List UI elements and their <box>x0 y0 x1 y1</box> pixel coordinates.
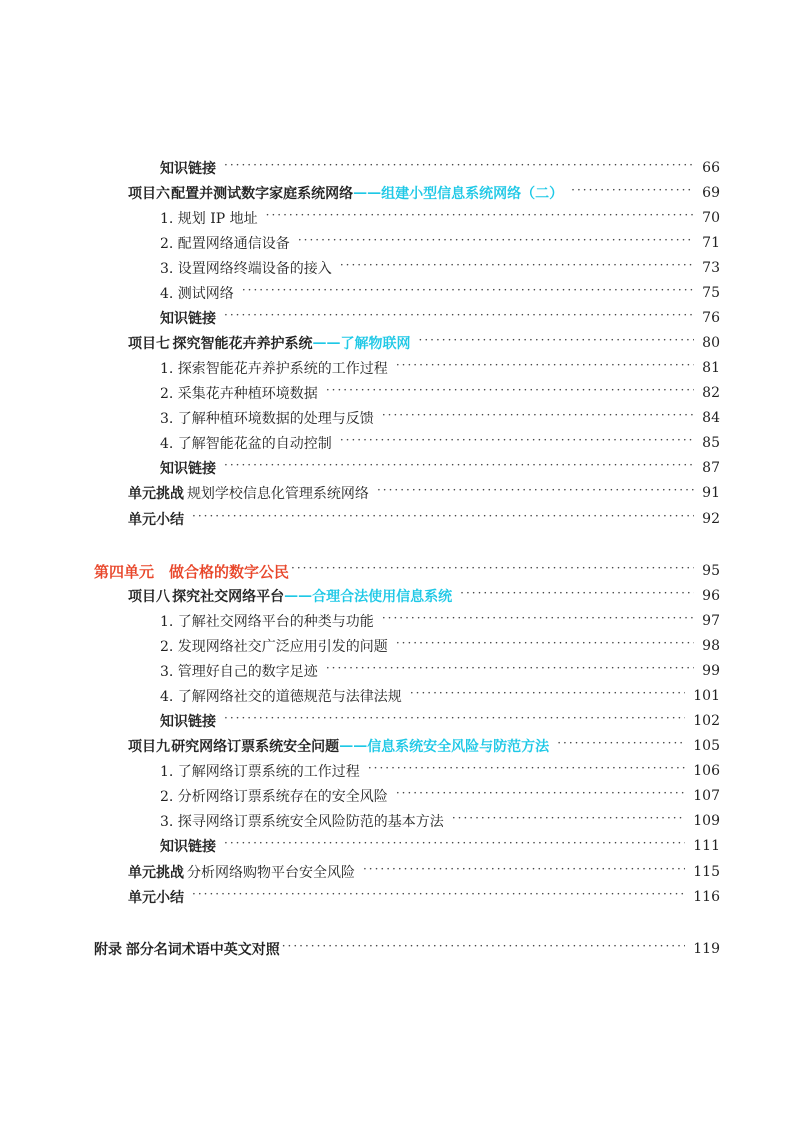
toc-dash: —— <box>339 738 368 754</box>
leader-dots <box>363 862 685 876</box>
leader-dots <box>571 183 694 197</box>
toc-project-title: 研究网络订票系统安全问题 <box>171 739 340 755</box>
toc-page-number: 69 <box>702 185 720 201</box>
toc-page-number: 70 <box>702 210 720 226</box>
toc-entry-text: 知识链接 <box>160 714 216 730</box>
toc-entry-knowledge-link[interactable] <box>160 709 720 733</box>
leader-dots <box>382 408 694 422</box>
toc-entry-text: 4. 了解网络社交的道德规范与法律法规 <box>160 689 402 705</box>
toc-entry-project-8[interactable] <box>128 584 720 608</box>
toc-page-number: 115 <box>693 864 720 880</box>
toc-page-number: 107 <box>693 788 720 804</box>
leader-dots <box>224 308 694 322</box>
toc-page-number: 92 <box>702 511 720 527</box>
leader-dots <box>326 661 694 675</box>
leader-dots <box>224 836 685 850</box>
toc-entry-project-6[interactable] <box>128 181 720 205</box>
toc-page-number: 101 <box>693 688 720 704</box>
leader-dots <box>298 233 694 247</box>
toc-page-number: 75 <box>702 285 720 301</box>
leader-dots <box>419 333 695 347</box>
toc-page-number: 80 <box>702 335 720 351</box>
toc-project-subtitle: 信息系统安全风险与防范方法 <box>367 739 550 755</box>
toc-entry-section[interactable] <box>160 206 720 230</box>
toc-entry-text: 2. 配置网络通信设备 <box>160 236 290 252</box>
leader-dots <box>340 258 694 272</box>
toc-entry-text: 3. 了解种植环境数据的处理与反馈 <box>160 411 374 427</box>
leader-dots <box>382 611 694 625</box>
toc-entry-unit-summary[interactable] <box>128 507 720 531</box>
leader-dots <box>340 433 694 447</box>
toc-project-subtitle: 组建小型信息系统网络（二） <box>381 186 564 202</box>
toc-entry-section[interactable] <box>160 809 720 833</box>
leader-dots <box>396 358 694 372</box>
toc-page-number: 98 <box>702 638 720 654</box>
toc-entry-text: 1. 探索智能花卉养护系统的工作过程 <box>160 361 388 377</box>
leader-dots <box>377 483 694 497</box>
toc-project-prefix: 项目七 <box>128 336 170 352</box>
leader-dots <box>368 761 685 775</box>
toc-unit-title: 第四单元 做合格的数字公民 <box>94 562 290 581</box>
toc-page-number: 105 <box>693 738 720 754</box>
toc-challenge-title: 规划学校信息化管理系统网络 <box>186 486 369 502</box>
toc-entry-section[interactable] <box>160 231 720 255</box>
toc-entry-text: 单元小结 <box>128 512 184 528</box>
toc-page-number: 84 <box>702 410 720 426</box>
toc-entry-text: 知识链接 <box>160 161 216 177</box>
toc-entry-project-9[interactable] <box>128 734 720 758</box>
toc-challenge-prefix: 单元挑战 <box>128 486 184 502</box>
leader-dots <box>192 887 685 901</box>
toc-page-number: 66 <box>702 160 720 176</box>
toc-entry-text: 2. 发现网络社交广泛应用引发的问题 <box>160 639 388 655</box>
toc-page-number: 111 <box>693 838 720 854</box>
toc-project-title: 探究社交网络平台 <box>172 589 285 605</box>
toc-challenge-title: 分析网络购物平台安全风险 <box>186 865 355 881</box>
toc-page-number: 91 <box>702 485 720 501</box>
toc-page-number: 109 <box>693 813 720 829</box>
toc-entry-section[interactable] <box>160 609 720 633</box>
leader-dots <box>282 939 686 953</box>
toc-entry-section[interactable] <box>160 431 720 455</box>
toc-appendix-title: 部分名词术语中英文对照 <box>125 942 280 958</box>
toc-entry-section[interactable] <box>160 784 720 808</box>
toc-project-prefix: 项目八 <box>128 589 170 605</box>
toc-entry-section[interactable] <box>160 759 720 783</box>
toc-project-prefix: 项目九 <box>128 739 170 755</box>
toc-appendix-prefix: 附录 <box>94 942 122 958</box>
toc-entry-section[interactable] <box>160 684 720 708</box>
toc-project-title: 配置并测试数字家庭系统网络 <box>171 186 354 202</box>
toc-project-subtitle: 合理合法使用信息系统 <box>312 589 453 605</box>
toc-entry-unit-summary[interactable] <box>128 885 720 909</box>
leader-dots <box>326 383 694 397</box>
toc-page-number: 85 <box>702 435 720 451</box>
toc-page-number: 102 <box>693 713 720 729</box>
toc-entry-text: 1. 了解网络订票系统的工作过程 <box>160 764 360 780</box>
toc-page-number: 87 <box>702 460 720 476</box>
toc-entry-text: 1. 规划 IP 地址 <box>160 211 258 227</box>
toc-page-number: 76 <box>702 310 720 326</box>
toc-page-number: 119 <box>693 941 720 957</box>
toc-entry-section[interactable] <box>160 381 720 405</box>
toc-page-number: 95 <box>702 563 720 579</box>
toc-dash: —— <box>353 185 382 201</box>
toc-page-number: 71 <box>702 235 720 251</box>
toc-entry-section[interactable] <box>160 256 720 280</box>
leader-dots <box>192 509 694 523</box>
toc-entry-unit-4[interactable] <box>94 559 720 583</box>
toc-entry-unit-challenge[interactable] <box>128 481 720 505</box>
toc-entry-text: 1. 了解社交网络平台的种类与功能 <box>160 614 374 630</box>
toc-entry-knowledge-link[interactable] <box>160 456 720 480</box>
toc-entry-text: 2. 分析网络订票系统存在的安全风险 <box>160 789 388 805</box>
leader-dots <box>396 786 685 800</box>
toc-entry-text: 4. 了解智能花盆的自动控制 <box>160 436 332 452</box>
leader-dots <box>266 208 695 222</box>
toc-entry-text: 3. 设置网络终端设备的接入 <box>160 261 332 277</box>
leader-dots <box>224 458 694 472</box>
toc-entry-knowledge-link[interactable] <box>160 156 720 180</box>
leader-dots <box>460 586 694 600</box>
toc-entry-section[interactable] <box>160 659 720 683</box>
toc-entry-knowledge-link[interactable] <box>160 306 720 330</box>
toc-dash: —— <box>284 588 313 604</box>
toc-page-number: 73 <box>702 260 720 276</box>
toc-entry-section[interactable] <box>160 406 720 430</box>
toc-page-number: 82 <box>702 385 720 401</box>
toc-page-number: 96 <box>702 588 720 604</box>
toc-project-prefix: 项目六 <box>128 186 170 202</box>
toc-entry-section[interactable] <box>160 356 720 380</box>
toc-page-number: 97 <box>702 613 720 629</box>
toc-entry-text: 2. 采集花卉种植环境数据 <box>160 386 318 402</box>
toc-entry-section[interactable] <box>160 634 720 658</box>
toc-page-number: 81 <box>702 360 720 376</box>
toc-project-subtitle: 了解物联网 <box>340 336 411 352</box>
toc-challenge-prefix: 单元挑战 <box>128 865 184 881</box>
toc-entry-section[interactable] <box>160 281 720 305</box>
leader-dots <box>224 711 685 725</box>
toc-page-number: 99 <box>702 663 720 679</box>
toc-dash: —— <box>312 335 341 351</box>
toc-entry-text: 4. 测试网络 <box>160 286 234 302</box>
toc-entry-text: 知识链接 <box>160 839 216 855</box>
leader-dots <box>396 636 694 650</box>
toc-entry-text: 3. 探寻网络订票系统安全风险防范的基本方法 <box>160 814 444 830</box>
leader-dots <box>557 736 685 750</box>
leader-dots <box>224 158 694 172</box>
toc-entry-text: 知识链接 <box>160 311 216 327</box>
toc-entry-unit-challenge[interactable] <box>128 860 720 884</box>
leader-dots <box>452 811 685 825</box>
toc-entry-text: 3. 管理好自己的数字足迹 <box>160 664 318 680</box>
leader-dots <box>410 686 685 700</box>
leader-dots <box>291 561 694 575</box>
toc-page-number: 116 <box>693 889 720 905</box>
toc-page-number: 106 <box>693 763 720 779</box>
toc-entry-text: 单元小结 <box>128 890 184 906</box>
leader-dots <box>242 283 694 297</box>
toc-entry-knowledge-link[interactable] <box>160 834 720 858</box>
toc-entry-text: 知识链接 <box>160 461 216 477</box>
toc-project-title: 探究智能花卉养护系统 <box>172 336 313 352</box>
toc-entry-appendix[interactable] <box>94 937 720 961</box>
toc-entry-project-7[interactable] <box>128 331 720 355</box>
